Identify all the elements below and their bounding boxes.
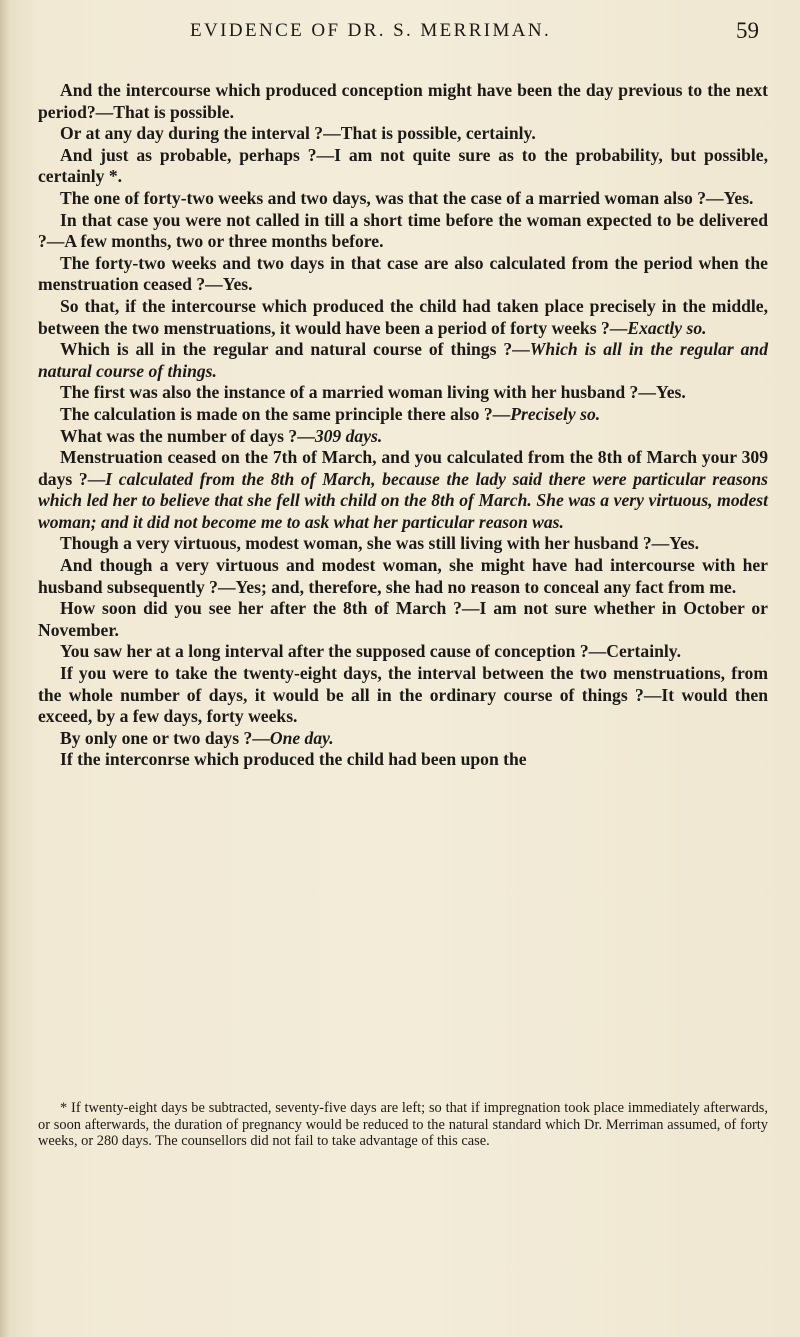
testimony-paragraph [38,382,768,404]
question-text: The first was also the instance of a married woman living with her husband ?— [60,382,656,403]
testimony-paragraph [38,533,768,555]
answer-text: Yes. [655,382,686,403]
testimony-paragraph [38,663,768,728]
testimony-paragraph [38,123,768,145]
testimony-paragraph [38,404,768,426]
question-text: Menstruation ceased on the 7th of March, and you calculated from the 8th of March your 309 days ?— [38,447,768,489]
answer-text: I am not quite sure as to the probability, but possible, certainly *. [38,144,768,187]
question-text: The forty-two weeks and two days in that case are also calculated from the period when the menstruation ceased ?— [38,252,768,295]
question-text: By only one or two days ?— [60,727,270,748]
testimony-paragraph [38,598,768,641]
question-text: And though a very virtuous and modest woman, she might have had intercourse with her husband subsequently ?— [38,555,768,597]
answer-text: Exactly so. [627,317,707,338]
answer-text: That is possible, certainly. [340,123,536,144]
question-text: If you were to take the twenty-eight days, the interval between the two menstruations, from the whole number of days, it would be all in the ordinary course of things ?— [38,663,768,705]
testimony-paragraph [38,728,768,750]
question-text: Which is all in the regular and natural course of things ?— [60,339,530,360]
footnote-text: * If twenty-eight days be subtracted, seventy-five days are left; so that if impregnation took place immediately afterwards, or soon afterwards, the duration of pregnancy would be reduced to the natural standard which Dr. Merriman assumed, of forty weeks, or 280 days. The counsellors did not fail to take advantage of this case. [38,1100,768,1150]
testimony-paragraph [38,339,768,382]
question-text: And the intercourse which produced conception might have been the day previous to the next period?— [38,80,768,122]
testimony-paragraph [38,447,768,533]
answer-text: Which is all in the regular and natural course of things. [38,339,768,381]
testimony-paragraph [38,188,768,210]
answer-text: Yes. [222,274,253,295]
testimony-text [38,80,768,771]
answer-text: Yes. [723,187,754,208]
answer-text: I calculated from the 8th of March, because the lady said there were particular reasons which led her to believe that she fell with child on the 8th of March. She was a very virtuous, modest woman; and it did not become me to ask what her particular reason was. [38,468,769,532]
answer-text: Precisely so. [510,403,601,424]
question-text: What was the number of days ?— [60,425,315,446]
question-text: The calculation is made on the same principle there also ?— [60,403,511,424]
answer-text: It would then exceed, by a few days, forty weeks. [38,684,768,727]
question-text: If the interconrse which produced the child had been upon the [60,749,527,770]
testimony-paragraph [38,296,768,339]
testimony-paragraph [38,145,768,188]
binding-gutter [0,0,10,1337]
question-text: Though a very virtuous, modest woman, she was still living with her husband ?— [60,533,670,554]
testimony-paragraph [38,426,768,448]
question-text: You saw her at a long interval after the supposed cause of conception ?— [60,641,607,662]
answer-text: 309 days. [314,425,383,446]
answer-text: That is possible. [113,101,235,122]
answer-text: I am not sure whether in October or November. [38,598,768,640]
answer-text: Yes. [669,533,700,554]
answer-text: Yes; and, therefore, she had no reason to conceal any fact from me. [235,576,737,597]
question-text: The one of forty-two weeks and two days, was that the case of a married woman also ?— [60,187,724,208]
question-text: Or at any day during the interval ?— [60,123,341,144]
testimony-paragraph [38,749,768,771]
question-text: In that case you were not called in till a short time before the woman expected to be delivered ?— [38,209,768,252]
footnote [38,1100,768,1150]
question-text: And just as probable, perhaps ?— [60,144,335,165]
answer-text: Certainly. [606,641,681,662]
testimony-paragraph [38,210,768,253]
question-text: So that, if the intercourse which produced the child had taken place precisely in the middle, between the two menstruations, it would have been a period of forty weeks ?— [38,295,768,338]
testimony-paragraph [38,555,768,598]
answer-text: A few months, two or three months before. [64,231,384,252]
testimony-paragraph [38,641,768,663]
answer-text: One day. [269,727,334,748]
running-header: EVIDENCE OF DR. S. MERRIMAN. [190,20,552,41]
page-number: 59 [736,18,759,43]
testimony-paragraph [38,80,768,123]
testimony-paragraph [38,253,768,296]
question-text: How soon did you see her after the 8th of March ?— [60,598,480,619]
